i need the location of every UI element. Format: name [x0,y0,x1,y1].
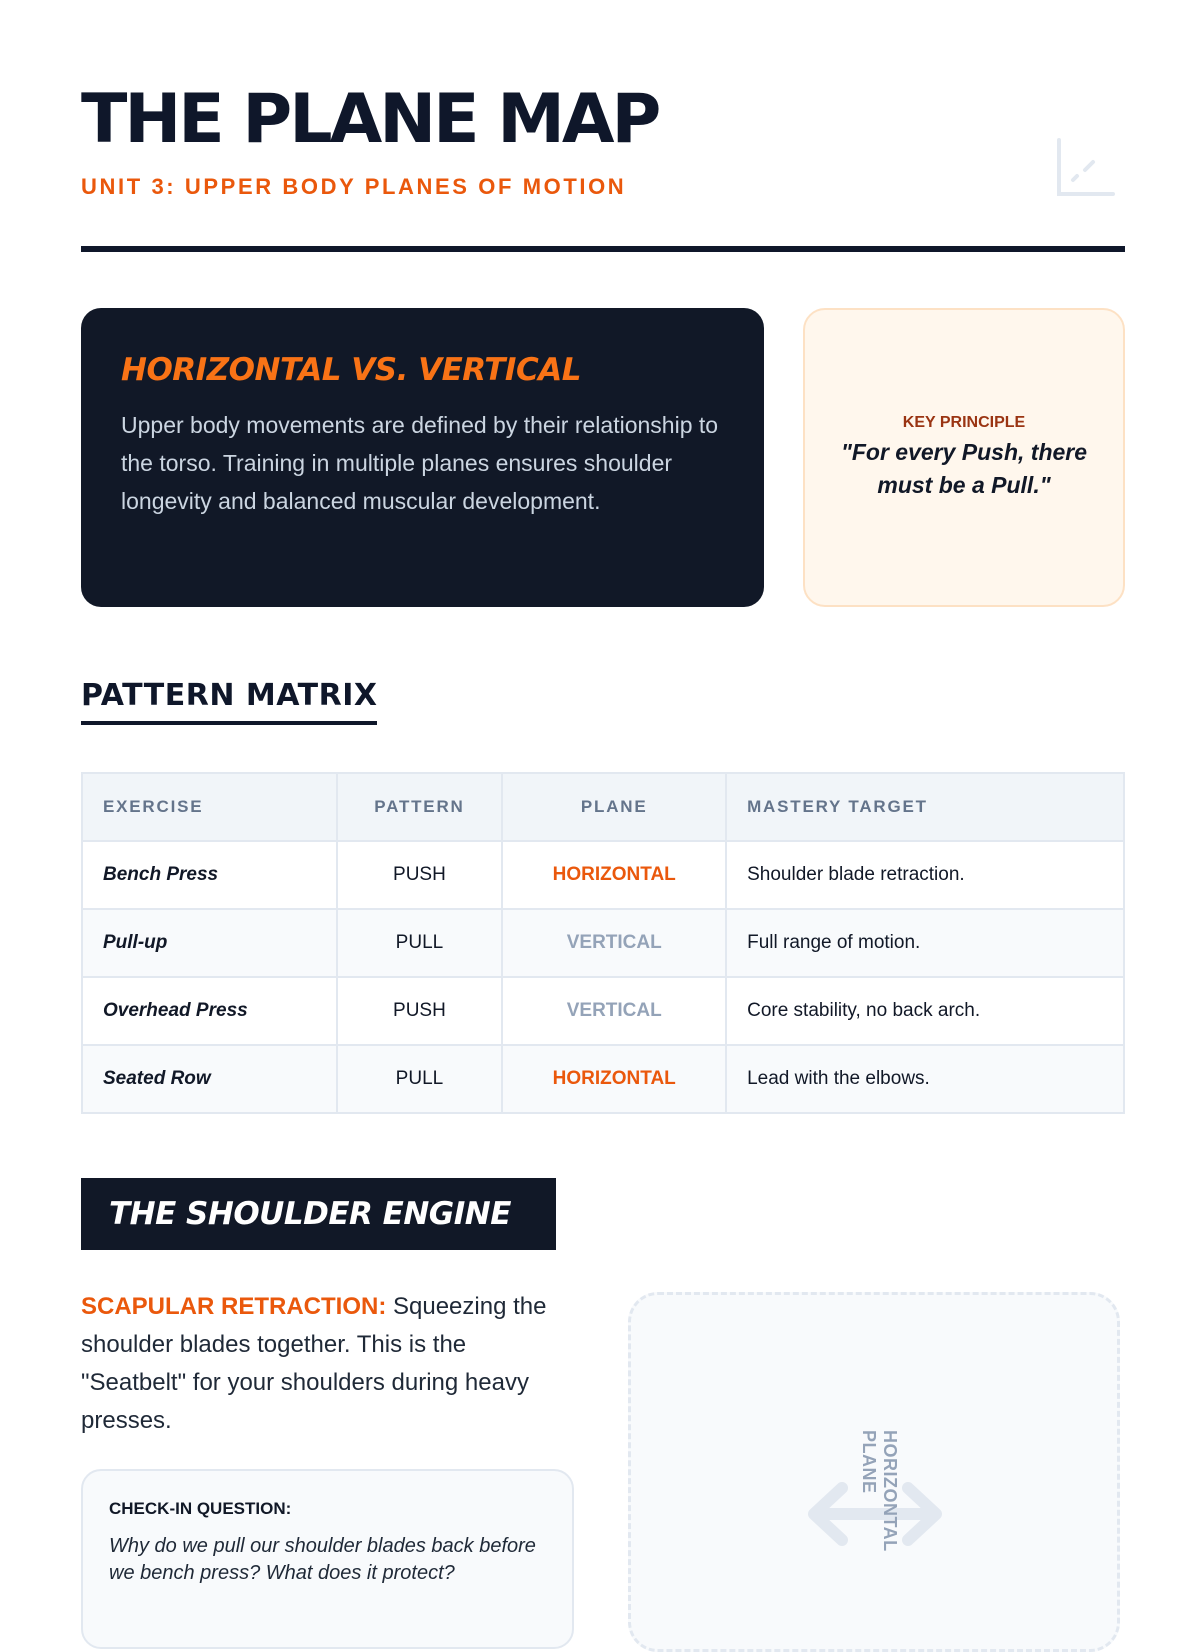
header-divider [81,246,1125,252]
scapular-retraction-description: Squeezing the shoulder blades together. This is the "Seatbelt" for your shoulders during heavy presses. [81,1293,547,1434]
exercise-cell: Overhead Press [82,977,337,1045]
scapular-retraction-label: SCAPULAR RETRACTION: [81,1293,387,1320]
check-in-label: CHECK-IN QUESTION: [109,1499,292,1518]
pattern-matrix-title: PATTERN MATRIX [81,678,377,725]
scapular-retraction-text [81,1288,571,1440]
pattern-cell: PULL [337,909,503,977]
intro-card [81,308,764,607]
pattern-cell: PULL [337,1045,503,1113]
key-principle-label: KEY PRINCIPLE [902,413,1026,431]
page-title: THE PLANE MAP [81,80,659,159]
table-row [82,977,1124,1045]
exercise-cell: Pull-up [82,909,337,977]
pattern-matrix-table [81,772,1125,1114]
page-header [81,80,1125,200]
plane-cell: HORIZONTAL [502,1045,726,1113]
column-header-mastery-target: MASTERY TARGET [726,773,1124,841]
table-header-row [82,773,1124,841]
exercise-cell: Bench Press [82,841,337,909]
page-subtitle: UNIT 3: UPPER BODY PLANES OF MOTION [81,174,627,199]
table-row [82,909,1124,977]
intro-heading: HORIZONTAL VS. VERTICAL [121,352,581,388]
plane-cell: VERTICAL [502,977,726,1045]
check-in-question: Why do we pull our shoulder blades back before we bench press? What does it protect? [109,1535,536,1584]
key-principle-card [803,308,1125,607]
mastery-target-cell: Shoulder blade retraction. [726,841,1124,909]
column-header-exercise: EXERCISE [82,773,337,841]
pattern-cell: PUSH [337,841,503,909]
table-row [82,841,1124,909]
shoulder-engine-title: THE SHOULDER ENGINE [109,1196,511,1232]
pattern-cell: PUSH [337,977,503,1045]
exercise-cell: Seated Row [82,1045,337,1113]
chart-axis-icon [1055,136,1117,198]
shoulder-engine-banner [81,1178,556,1250]
column-header-pattern: PATTERN [337,773,503,841]
table-row [82,1045,1124,1113]
column-header-plane: PLANE [502,773,726,841]
key-principle-quote: "For every Push, there must be a Pull." [840,438,1088,498]
check-in-card [81,1469,574,1649]
plane-cell: VERTICAL [502,909,726,977]
mastery-target-cell: Core stability, no back arch. [726,977,1124,1045]
plane-cell: HORIZONTAL [502,841,726,909]
horizontal-plane-label: HORIZONTAL PLANE [859,1430,900,1552]
mastery-target-cell: Lead with the elbows. [726,1045,1124,1113]
mastery-target-cell: Full range of motion. [726,909,1124,977]
intro-body: Upper body movements are defined by their relationship to the torso. Training in multiple planes ensures shoulder longevity and balanced muscular development. [121,412,719,514]
